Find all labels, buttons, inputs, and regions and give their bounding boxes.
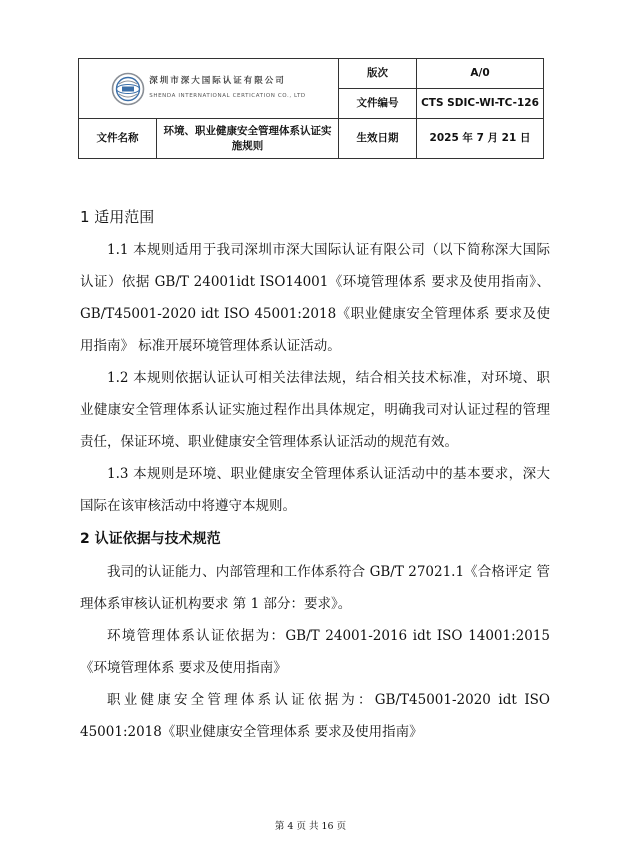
document-body [80, 200, 550, 748]
section-2-title: 2 认证依据与技术规范 [80, 531, 221, 547]
section-1-paragraph-3: 1.3 本规则是环境、职业健康安全管理体系认证活动中的基本要求，深大国际在该审核活动中将遵守本规则。 [80, 466, 550, 514]
section-1-paragraph-1: 1.1 本规则适用于我司深圳市深大国际认证有限公司（以下简称深大国际认证）依据 GB/T 24001idt ISO14001《环境管理体系 要求及使用指南》、GB/T45001-2020 idt ISO 45001:2018《职业健康安全管理体系 要求及使用指南》 标准开展环境管理体系认证活动。 [80, 242, 550, 354]
company-name-en: SHENDA INTERNATIONAL CERTICATION CO., LTD [149, 92, 306, 99]
section-1-title: 1 适用范围 [80, 208, 155, 226]
doc-number-label: 文件编号 [339, 89, 417, 119]
document-header-table [78, 58, 544, 159]
doc-name-label: 文件名称 [79, 119, 157, 159]
section-2-paragraph-1: 我司的认证能力、内部管理和工作体系符合 GB/T 27021.1《合格评定 管理体系审核认证机构要求 第 1 部分：要求》。 [80, 564, 550, 612]
effective-date-value: 2025 年 7 月 21 日 [417, 119, 544, 159]
effective-date-label: 生效日期 [339, 119, 417, 159]
version-label: 版次 [339, 59, 417, 89]
doc-number-value: CTS SDIC-WI-TC-126 [417, 89, 544, 119]
company-emblem-icon [111, 72, 145, 106]
section-1-paragraph-2: 1.2 本规则依据认证认可相关法律法规，结合相关技术标准，对环境、职业健康安全管理体系认证实施过程作出具体规定，明确我司对认证过程的管理责任，保证环境、职业健康安全管理体系认证活动的规范有效。 [80, 370, 550, 450]
company-logo-cell [79, 59, 339, 119]
page-number-footer: 第 4 页 共 16 页 [274, 821, 347, 832]
doc-name-value: 环境、职业健康安全管理体系认证实施规则 [157, 119, 339, 159]
company-name-cn: 深圳市深大国际认证有限公司 [149, 75, 286, 86]
version-value: A/0 [417, 59, 544, 89]
section-2-paragraph-2: 环境管理体系认证依据为：GB/T 24001-2016 idt ISO 14001:2015《环境管理体系 要求及使用指南》 [80, 628, 550, 676]
section-2-paragraph-3: 职业健康安全管理体系认证依据为：GB/T45001-2020 idt ISO 45001:2018《职业健康安全管理体系 要求及使用指南》 [80, 692, 550, 740]
